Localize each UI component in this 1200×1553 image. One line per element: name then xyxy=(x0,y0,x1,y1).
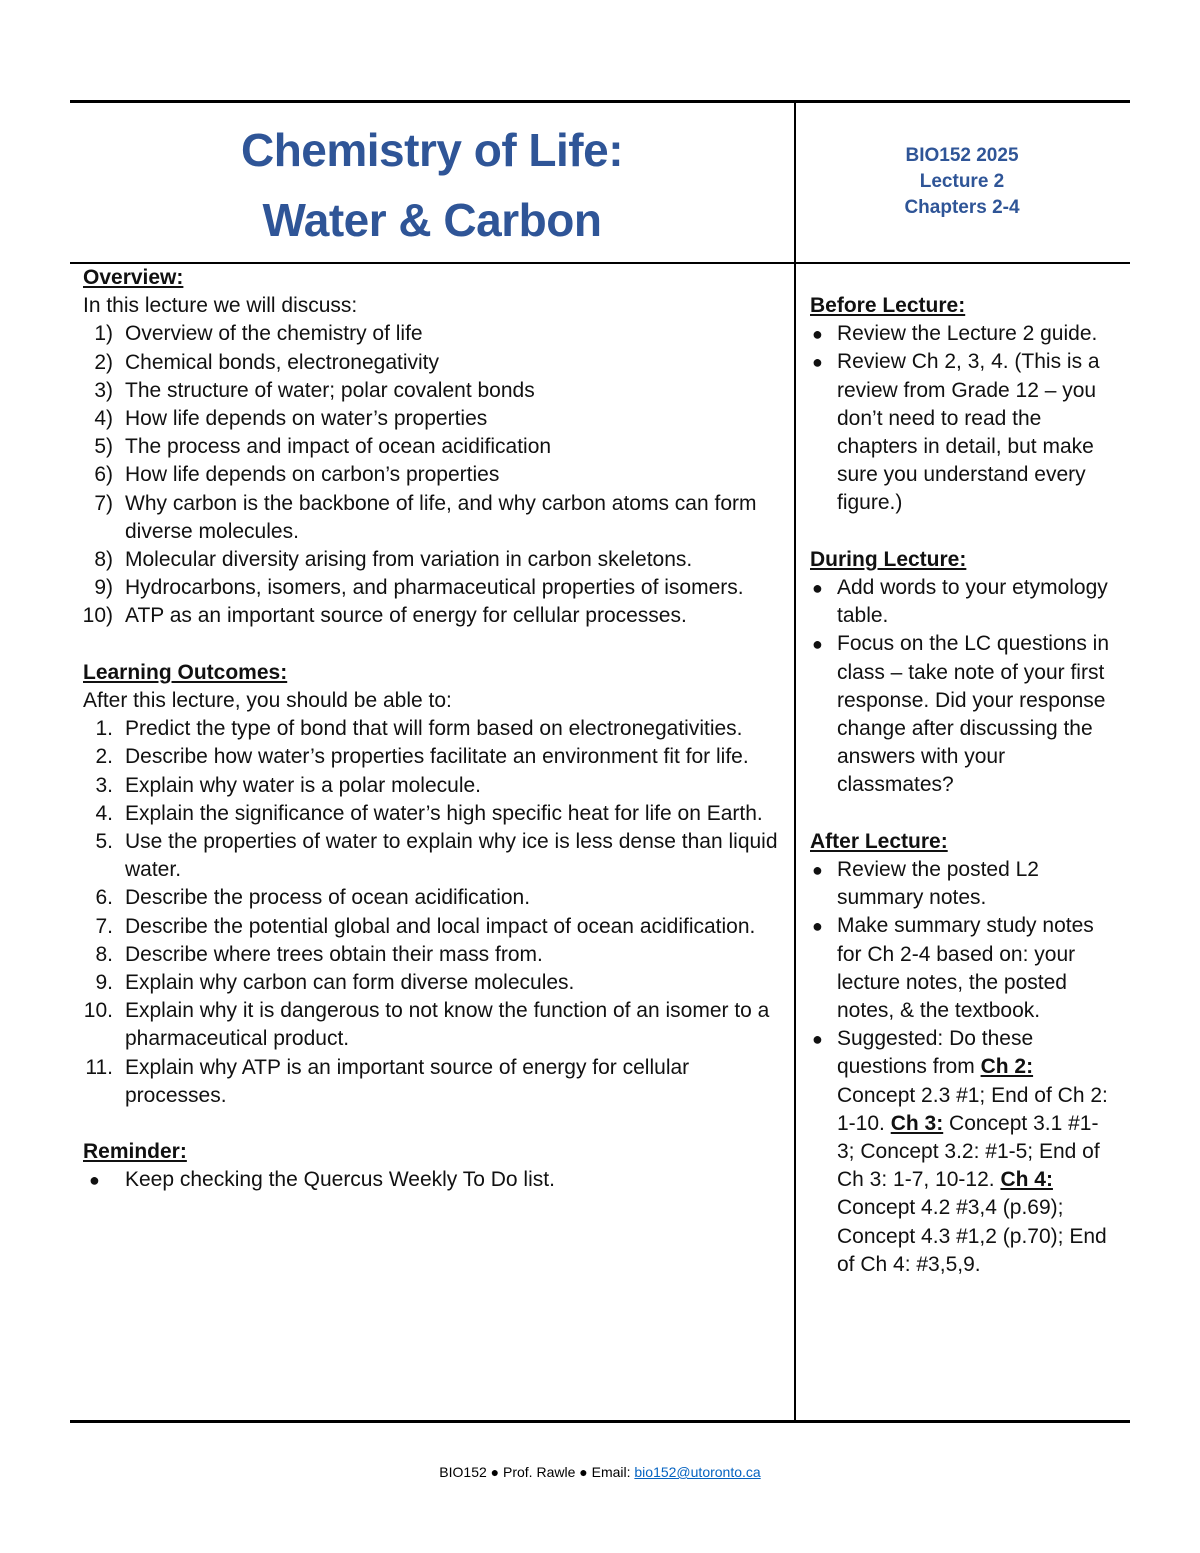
table-bottom-border xyxy=(70,1420,1130,1423)
list-item xyxy=(83,969,788,997)
list-text: Why carbon is the backbone of life, and why carbon atoms can form diverse molecules. xyxy=(125,491,757,543)
overview-list xyxy=(83,320,788,630)
list-text: Overview of the chemistry of life xyxy=(125,322,423,346)
list-text: ATP as an important source of energy for cellular processes. xyxy=(125,604,687,628)
list-item xyxy=(83,941,788,969)
list-item xyxy=(810,574,1115,630)
list-number: 1) xyxy=(94,322,113,346)
list-item xyxy=(810,630,1115,799)
list-number: 11. xyxy=(85,1055,113,1079)
course-meta xyxy=(796,103,1128,261)
list-text: Make summary study notes for Ch 2-4 based on: your lecture notes, the posted notes, & the textbook. xyxy=(837,914,1094,1023)
list-text: Explain why water is a polar molecule. xyxy=(125,773,481,797)
list-text: Describe the potential global and local impact of ocean acidification. xyxy=(125,914,756,938)
list-number: 6) xyxy=(94,463,113,487)
before-lecture-heading: Before Lecture: xyxy=(810,294,966,317)
footer xyxy=(0,1464,1200,1480)
email-link[interactable]: bio152@utoronto.ca xyxy=(634,1464,761,1480)
chapter-2-label: Ch 2: xyxy=(980,1055,1034,1079)
column-divider xyxy=(794,101,796,1421)
list-text: How life depends on water’s properties xyxy=(125,407,488,431)
list-text: Focus on the LC questions in class – take note of your first response. Did your response change after discussing the answers with your classmates? xyxy=(837,632,1109,797)
outcomes-list xyxy=(83,715,788,1110)
bullet-icon: ● xyxy=(89,1170,100,1191)
list-number: 2. xyxy=(95,745,113,769)
bullet-icon: ● xyxy=(812,1029,823,1050)
bullet-icon: ● xyxy=(812,578,823,599)
list-number: 10. xyxy=(83,999,113,1023)
list-text: The process and impact of ocean acidification xyxy=(125,435,552,459)
lecture-number: Lecture 2 xyxy=(919,171,1005,192)
list-text: How life depends on carbon’s properties xyxy=(125,463,500,487)
during-lecture-heading: During Lecture: xyxy=(810,547,967,571)
suggested-text: Concept 4.2 #3,4 (p.69); Concept 4.3 #1,2 (p.70); End of Ch 4: #3,5,9. xyxy=(837,1196,1107,1276)
list-item xyxy=(83,1166,788,1194)
list-text: Explain the significance of water’s high specific heat for life on Earth. xyxy=(125,801,763,825)
list-text: Explain why ATP is an important source of energy for cellular processes. xyxy=(125,1055,690,1107)
list-item xyxy=(83,433,788,461)
page-title: Chemistry of Life: xyxy=(240,124,624,176)
chapter-4-label: Ch 4: xyxy=(1000,1168,1053,1192)
chapters: Chapters 2-4 xyxy=(904,197,1020,218)
list-text: Use the properties of water to explain why ice is less dense than liquid water. xyxy=(125,830,778,882)
overview-intro: In this lecture we will discuss: xyxy=(83,294,358,318)
list-number: 4) xyxy=(94,407,113,431)
list-item xyxy=(83,377,788,405)
list-item xyxy=(83,349,788,377)
list-number: 2) xyxy=(94,350,113,374)
list-text: The structure of water; polar covalent bonds xyxy=(125,378,535,402)
list-number: 1. xyxy=(95,717,113,741)
overview-heading: Overview: xyxy=(83,266,184,289)
reminder-heading: Reminder: xyxy=(83,1140,187,1164)
before-lecture-list xyxy=(810,320,1115,517)
list-text: Review the Lecture 2 guide. xyxy=(837,322,1098,346)
list-number: 5) xyxy=(94,435,113,459)
list-item xyxy=(83,461,788,489)
list-text: Describe the process of ocean acidification. xyxy=(125,886,531,910)
list-text: Add words to your etymology table. xyxy=(837,576,1108,628)
list-item xyxy=(83,884,788,912)
page-subtitle: Water & Carbon xyxy=(262,194,602,246)
list-item xyxy=(83,997,788,1053)
list-text: Predict the type of bond that will form based on electronegativities. xyxy=(125,717,743,741)
list-item xyxy=(810,856,1115,912)
suggested-text: Suggested: Do these questions from xyxy=(837,1027,1034,1079)
bullet-icon: ● xyxy=(812,916,823,937)
list-item xyxy=(83,574,788,602)
list-item xyxy=(83,546,788,574)
bullet-icon: ● xyxy=(812,634,823,655)
list-item xyxy=(83,1054,788,1110)
list-text: Chemical bonds, electronegativity xyxy=(125,350,439,374)
list-number: 3. xyxy=(95,773,113,797)
bullet-icon: ● xyxy=(812,324,823,345)
list-number: 5. xyxy=(95,830,113,854)
list-item xyxy=(810,320,1115,348)
list-item xyxy=(83,828,788,884)
list-number: 9. xyxy=(95,971,113,995)
list-number: 3) xyxy=(94,378,113,402)
list-number: 4. xyxy=(95,801,113,825)
list-text: Review the posted L2 summary notes. xyxy=(837,858,1039,910)
list-text: Hydrocarbons, isomers, and pharmaceutical properties of isomers. xyxy=(125,576,744,600)
title-cell xyxy=(72,103,792,261)
list-item xyxy=(83,602,788,630)
list-text: Explain why carbon can form diverse molecules. xyxy=(125,971,575,995)
outcomes-heading: Learning Outcomes: xyxy=(83,660,288,684)
list-item xyxy=(810,912,1115,1025)
list-text: Describe where trees obtain their mass from. xyxy=(125,942,543,966)
bullet-icon: ● xyxy=(812,352,823,373)
list-number: 6. xyxy=(95,886,113,910)
during-lecture-list xyxy=(810,574,1115,800)
left-column xyxy=(83,264,788,1195)
list-item xyxy=(83,405,788,433)
list-text: Molecular diversity arising from variation in carbon skeletons. xyxy=(125,548,693,572)
bullet-icon: ● xyxy=(812,860,823,881)
course-code: BIO152 2025 xyxy=(905,145,1019,166)
reminder-list xyxy=(83,1166,788,1194)
suggested-text: Concept 2.3 #1; End of Ch 2: 1-10. xyxy=(837,1083,1108,1135)
list-item xyxy=(83,772,788,800)
chapter-3-label: Ch 3: xyxy=(890,1111,944,1135)
list-item xyxy=(810,348,1115,517)
footer-text: BIO152 ● Prof. Rawle ● Email: xyxy=(439,1464,635,1480)
after-lecture-list xyxy=(810,856,1115,1279)
list-number: 8. xyxy=(95,942,113,966)
list-item xyxy=(83,490,788,546)
list-item xyxy=(83,800,788,828)
list-number: 8) xyxy=(94,548,113,572)
after-lecture-heading: After Lecture: xyxy=(810,829,948,853)
list-number: 7) xyxy=(94,491,113,515)
list-item xyxy=(83,913,788,941)
list-item xyxy=(83,743,788,771)
list-text: Explain why it is dangerous to not know the function of an isomer to a pharmaceutical product. xyxy=(125,999,770,1051)
list-text: Keep checking the Quercus Weekly To Do list. xyxy=(125,1168,555,1192)
list-item xyxy=(83,715,788,743)
list-item xyxy=(83,320,788,348)
list-text: Review Ch 2, 3, 4. (This is a review from Grade 12 – you don’t need to read the chapters in detail, but make sure you understand every figure.) xyxy=(837,350,1100,515)
suggested-text: Concept 3.1 #1-3; Concept 3.2: #1-5; End of Ch 3: 1-7, 10-12. xyxy=(837,1111,1100,1192)
list-number: 9) xyxy=(94,576,113,600)
list-item xyxy=(810,1025,1115,1279)
right-column xyxy=(810,292,1115,1279)
outcomes-intro: After this lecture, you should be able to: xyxy=(83,689,452,713)
list-number: 10) xyxy=(82,604,113,628)
list-text: Describe how water’s properties facilitate an environment fit for life. xyxy=(125,745,749,769)
list-number: 7. xyxy=(95,914,113,938)
